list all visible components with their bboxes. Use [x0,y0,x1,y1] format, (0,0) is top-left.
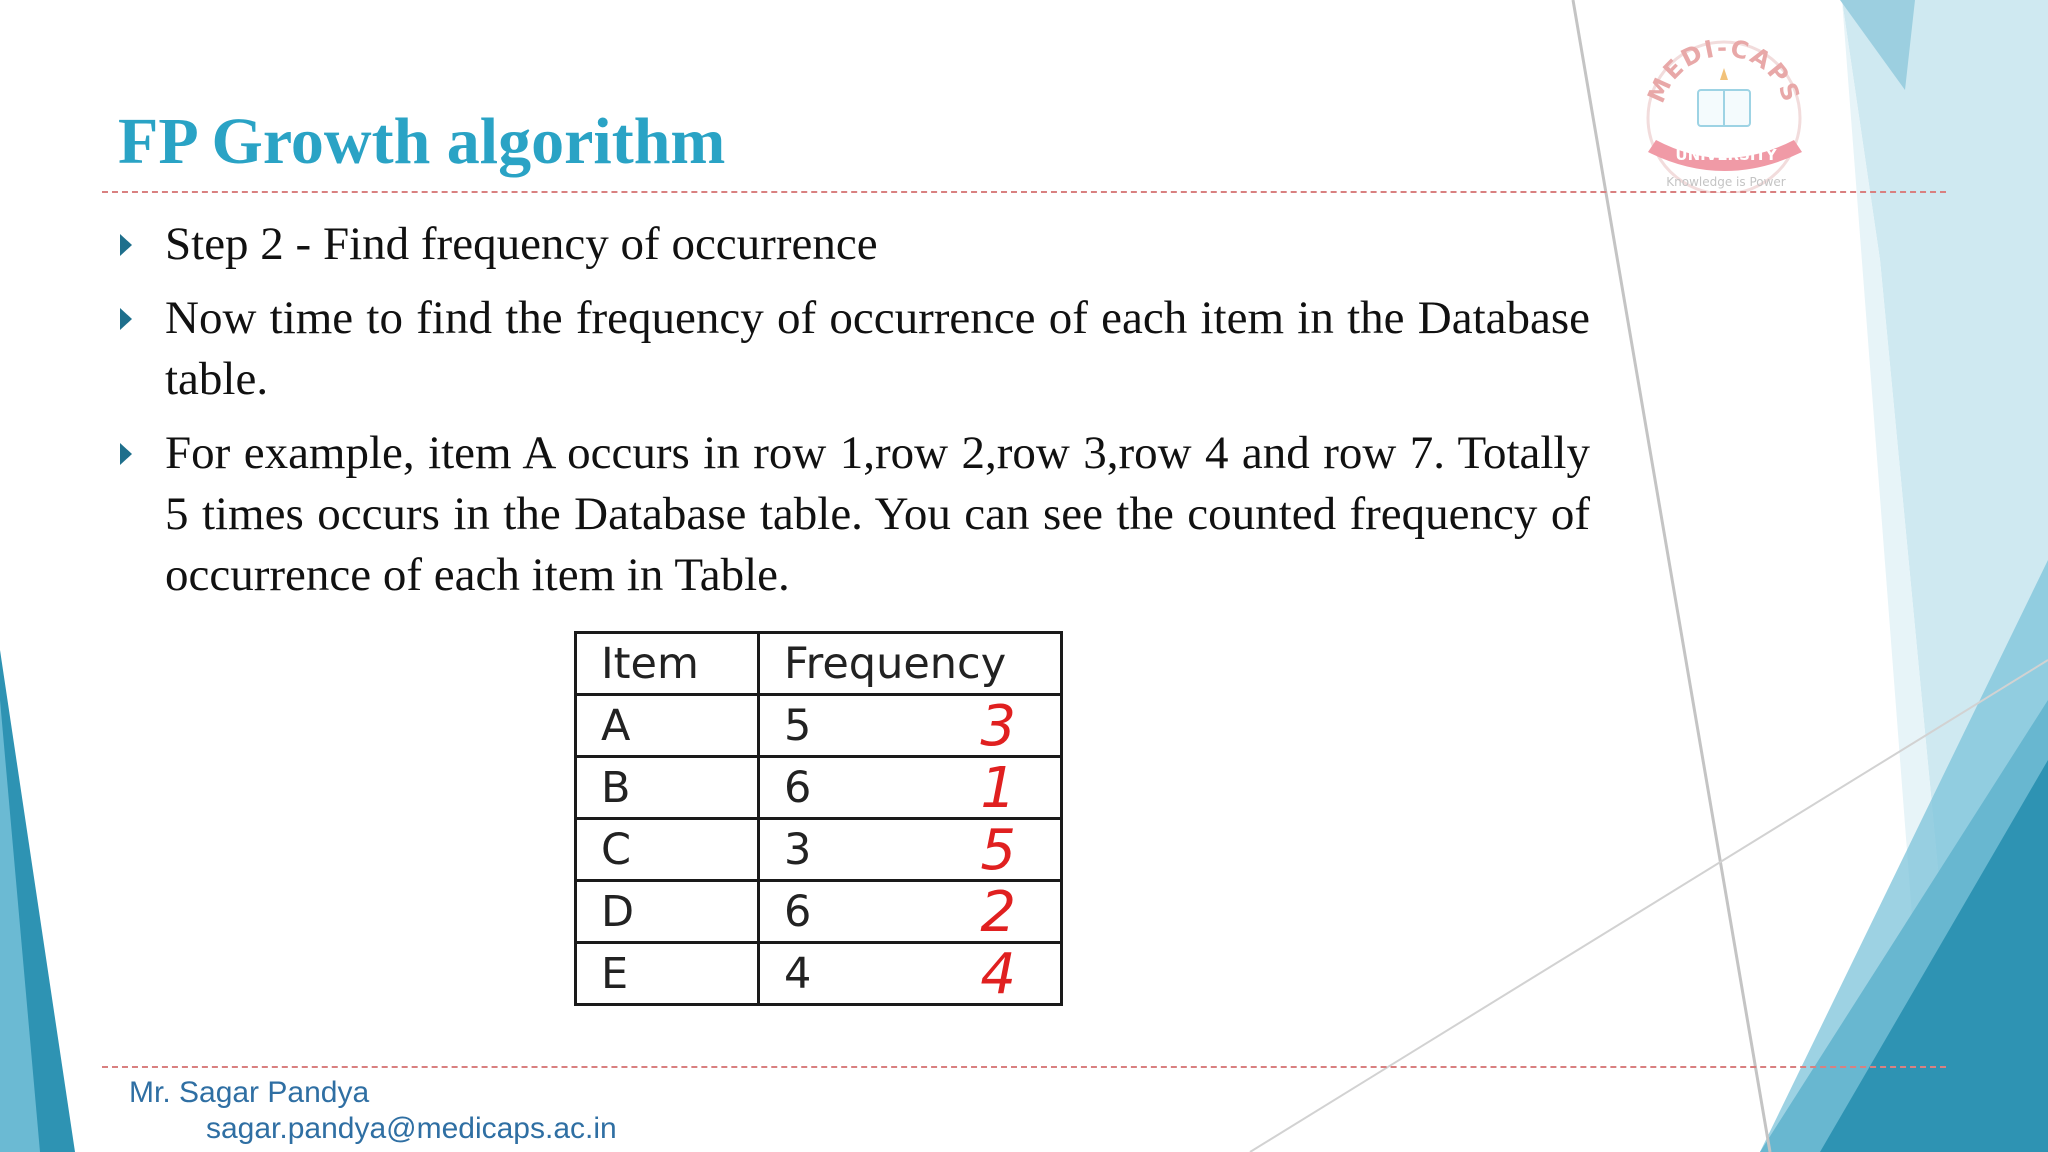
cell-item: C [576,819,759,881]
bullet-item [118,214,1590,275]
bullet-item [118,288,1590,410]
cell-item: E [576,943,759,1005]
cell-item: A [576,695,759,757]
bullet-item [118,423,1590,606]
slide-title: FP Growth algorithm [118,105,726,178]
handwritten-rank: 4 [980,942,1016,1007]
cell-frequency [759,819,1062,881]
bullet-arrow-icon [120,443,132,465]
cell-frequency [759,943,1062,1005]
bullet-arrow-icon [120,234,132,256]
column-header-frequency: Frequency [759,633,1062,695]
footer-divider [102,1066,1946,1068]
cell-frequency [759,881,1062,943]
table-row [576,757,1062,819]
header-divider [102,191,1946,193]
table-row [576,819,1062,881]
table-header-row [576,633,1062,695]
table-row [576,943,1062,1005]
cell-item: B [576,757,759,819]
cell-frequency [759,695,1062,757]
logo-arc-text: MEDI-CAPS [1642,33,1806,107]
bullet-arrow-icon [120,308,132,330]
frequency-value: 6 [784,886,812,937]
footer-email: sagar.pandya@medicaps.ac.in [206,1112,617,1145]
handwritten-rank: 2 [980,880,1016,945]
frequency-value: 5 [784,700,812,751]
bullet-text: Step 2 - Find frequency of occurrence [165,218,878,270]
bullet-text: Now time to find the frequency of occurrence of each item in the Database table. [165,292,1590,405]
bullet-text: For example, item A occurs in row 1,row 2,row 3,row 4 and row 7. Totally 5 times occurs in the Database table. You can see the counted frequency of occurrence of each item in Table. [165,427,1590,601]
footer-author: Mr. Sagar Pandya [129,1076,370,1109]
table-row [576,881,1062,943]
handwritten-rank: 5 [980,818,1016,883]
handwritten-rank: 3 [980,694,1016,759]
medicaps-university-logo [1622,28,1832,193]
bullet-list [118,214,1590,619]
handwritten-rank: 1 [980,756,1016,821]
cell-item: D [576,881,759,943]
column-header-item: Item [576,633,759,695]
logo-tagline: Knowledge is Power [1666,175,1786,189]
cell-frequency [759,757,1062,819]
logo-banner-text: UNIVERSITY [1675,146,1777,164]
frequency-value: 3 [784,824,812,875]
frequency-table [574,631,1063,1006]
frequency-value: 6 [784,762,812,813]
table-row [576,695,1062,757]
frequency-value: 4 [784,948,812,999]
